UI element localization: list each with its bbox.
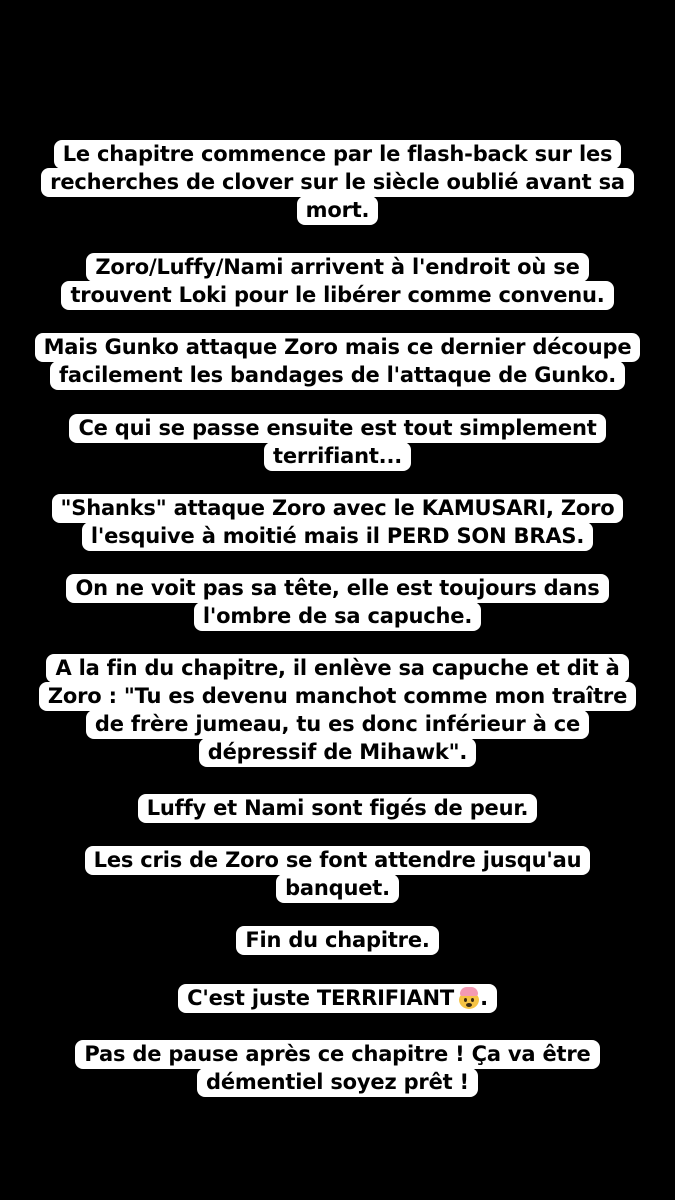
text-line: Pas de pause après ce chapitre ! Ça va être [75, 1040, 599, 1069]
text-line: Le chapitre commence par le flash-back sur les [54, 140, 622, 169]
paragraph-7 [0, 654, 675, 767]
text-line [178, 984, 497, 1013]
text-line: terrifiant... [264, 442, 411, 471]
text-line: Zoro : "Tu es devenu manchot comme mon traître [39, 682, 636, 711]
text-line: l'ombre de sa capuche. [194, 602, 481, 631]
paragraph-11 [0, 984, 675, 1013]
text-line: mort. [297, 196, 379, 225]
paragraph-1 [0, 140, 675, 225]
text-line: "Shanks" attaque Zoro avec le KAMUSARI, Zoro [52, 494, 624, 523]
exploding-head-icon [458, 987, 480, 1009]
text-line: l'esquive à moitié mais il PERD SON BRAS. [82, 522, 593, 551]
paragraph-12 [0, 1040, 675, 1097]
text-line: A la fin du chapitre, il enlève sa capuche et dit à [46, 654, 628, 683]
paragraph-8 [0, 794, 675, 823]
text-line: recherches de clover sur le siècle oublié avant sa [41, 168, 634, 197]
text-line: démentiel soyez prêt ! [197, 1068, 478, 1097]
text-line: de frère jumeau, tu es donc inférieur à ce [86, 710, 589, 739]
paragraph-4 [0, 414, 675, 471]
paragraph-2 [0, 253, 675, 310]
text-line: dépressif de Mihawk". [199, 738, 476, 767]
text-line: banquet. [276, 874, 399, 903]
paragraph-6 [0, 574, 675, 631]
text-line: Fin du chapitre. [236, 926, 438, 955]
text-line: On ne voit pas sa tête, elle est toujours dans [66, 574, 608, 603]
period-text: . [480, 986, 488, 1010]
text-line: trouvent Loki pour le libérer comme convenu. [61, 281, 613, 310]
text-line: Les cris de Zoro se font attendre jusqu'au [85, 846, 591, 875]
emphasis-text: C'est juste TERRIFIANT [187, 986, 455, 1010]
text-line: Mais Gunko attaque Zoro mais ce dernier découpe [35, 333, 641, 362]
text-line: Ce qui se passe ensuite est tout simplement [69, 414, 605, 443]
paragraph-10 [0, 926, 675, 955]
paragraph-3 [0, 333, 675, 390]
paragraph-9 [0, 846, 675, 903]
paragraph-5 [0, 494, 675, 551]
text-line: facilement les bandages de l'attaque de Gunko. [50, 361, 625, 390]
text-line: Luffy et Nami sont figés de peur. [138, 794, 538, 823]
text-line: Zoro/Luffy/Nami arrivent à l'endroit où se [86, 253, 588, 282]
